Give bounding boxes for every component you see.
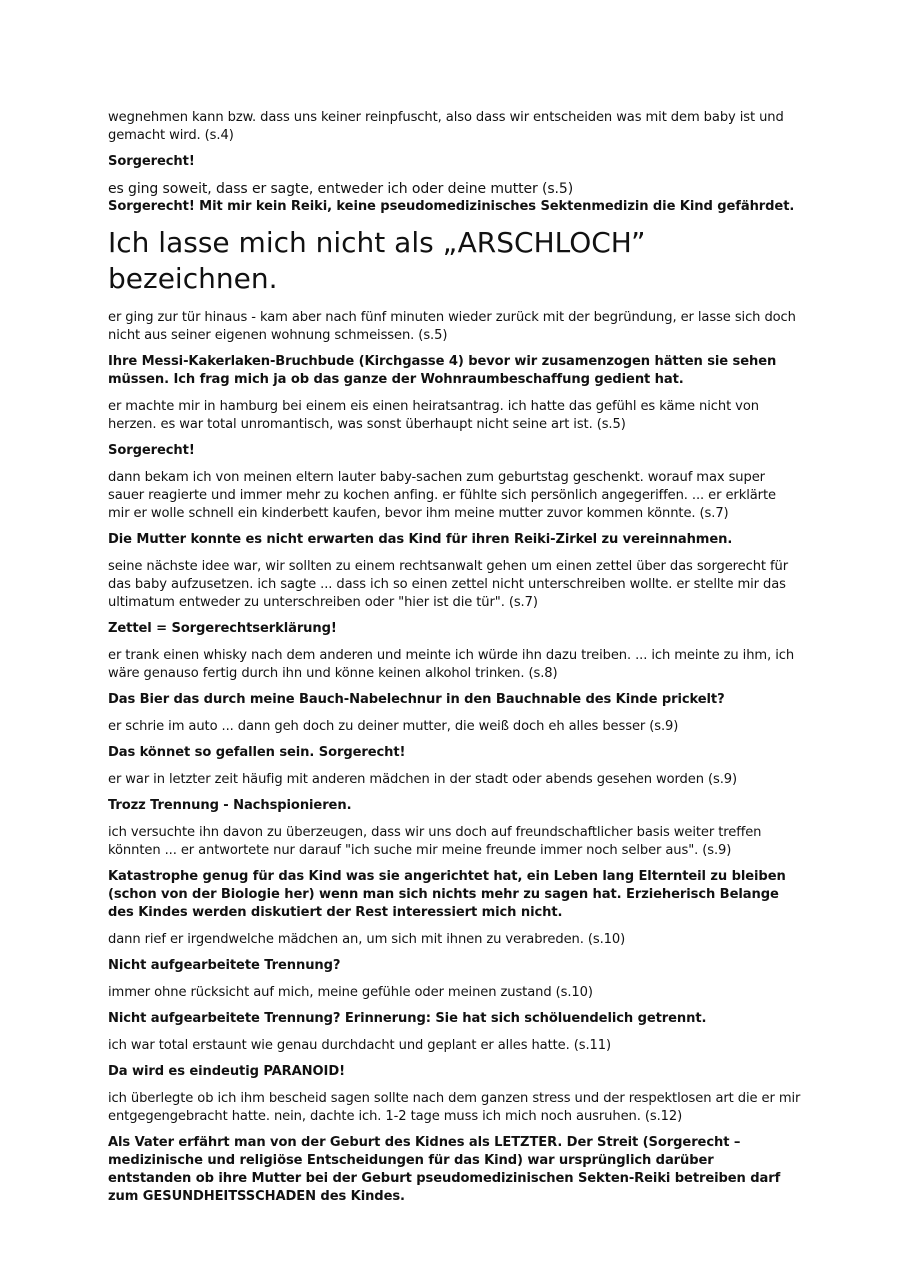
paragraph: ich versuchte ihn davon zu überzeugen, dass wir uns doch auf freundschaftlicher basis weiter treffen könnten ... er antwortete nur darauf "ich suche mir meine freunde immer noch selber aus". (s.9): [108, 825, 762, 858]
paragraph: ich war total erstaunt wie genau durchdacht und geplant er alles hatte. (s.11): [108, 1038, 612, 1053]
paragraph: immer ohne rücksicht auf mich, meine gefühle oder meinen zustand (s.10): [108, 985, 593, 1000]
paragraph: dann rief er irgendwelche mädchen an, um sich mit ihnen zu verabreden. (s.10): [108, 932, 626, 947]
comment-heading: Da wird es eindeutig PARANOID!: [108, 1064, 345, 1079]
paragraph: es ging soweit, dass er sagte, entweder ich oder deine mutter (s.5): [108, 181, 574, 197]
paragraph: er trank einen whisky nach dem anderen und meinte ich würde ihn dazu treiben. ... ich meinte zu ihm, ich wäre genauso fertig durch ihn und könne keinen alkohol trinken. (s.8): [108, 648, 795, 681]
comment-heading: Sorgerecht!: [108, 443, 195, 458]
paragraph: dann bekam ich von meinen eltern lauter baby-sachen zum geburtstag geschenkt. worauf max super sauer reagierte und immer mehr zu kochen anfing. er fühlte sich persönlich angegeriffen. ... er erklärte mir er wolle schnell ein kinderbett kaufen, bevor ihm meine mutter zuvor kommen könnte. (s.7): [108, 470, 776, 521]
comment-heading: Als Vater erfährt man von der Geburt des Kidnes als LETZTER. Der Streit (Sorgerecht – medizinische und religiöse Entscheidungen für das Kind) war ursprünglich darüber entstanden ob ihre Mutter bei der Geburt pseudomedizinischen Sekten-Reiki betreiben darf zum GESUNDHEITSSCHADEN des Kindes.: [108, 1135, 781, 1204]
comment-heading: Das könnet so gefallen sein. Sorgerecht!: [108, 745, 406, 760]
paragraph: seine nächste idee war, wir sollten zu einem rechtsanwalt gehen um einen zettel über das sorgerecht für das baby aufzusetzen. ich sagte ... dass ich so einen zettel nicht unterschreiben wollte. er stellte mir das ultimatum entweder zu unterschreiben oder "hier ist die tür". (s.7): [108, 559, 789, 610]
comment-heading: Katastrophe genug für das Kind was sie angerichtet hat, ein Leben lang Elternteil zu bleiben (schon von der Biologie her) wenn man sich nichts mehr zu sagen hat. Erzieherisch Belange des Kindes werden diskutiert der Rest interessiert mich nicht.: [108, 869, 786, 920]
comment-heading: Zettel = Sorgerechtserklärung!: [108, 621, 337, 636]
headline: Ich lasse mich nicht als „ARSCHLOCH” bezeichnen.: [108, 226, 646, 295]
comment-heading: Die Mutter konnte es nicht erwarten das Kind für ihren Reiki-Zirkel zu vereinnahmen.: [108, 532, 733, 547]
comment-heading: Sorgerecht! Mit mir kein Reiki, keine pseudomedizinisches Sektenmedizin die Kind gefährdet.: [108, 199, 795, 214]
paragraph: er schrie im auto ... dann geh doch zu deiner mutter, die weiß doch eh alles besser (s.9): [108, 719, 679, 734]
paragraph: wegnehmen kann bzw. dass uns keiner reinpfuscht, also dass wir entscheiden was mit dem baby ist und gemacht wird. (s.4): [108, 110, 784, 143]
paragraph: er war in letzter zeit häufig mit anderen mädchen in der stadt oder abends gesehen worden (s.9): [108, 772, 738, 787]
comment-heading: Sorgerecht!: [108, 154, 195, 169]
comment-heading: Nicht aufgearbeitete Trennung? Erinnerung: Sie hat sich schöluendelich getrennt.: [108, 1011, 707, 1026]
paragraph: er ging zur tür hinaus - kam aber nach fünf minuten wieder zurück mit der begründung, er lasse sich doch nicht aus seiner eigenen wohnung schmeissen. (s.5): [108, 310, 796, 343]
paragraph: ich überlegte ob ich ihm bescheid sagen sollte nach dem ganzen stress und der respektlosen art die er mir entgegengebracht hatte. nein, dachte ich. 1-2 tage muss ich mich noch ausruhen. (s.12): [108, 1091, 801, 1124]
comment-heading: Das Bier das durch meine Bauch-Nabelechnur in den Bauchnable des Kinde prickelt?: [108, 692, 725, 707]
paragraph: er machte mir in hamburg bei einem eis einen heiratsantrag. ich hatte das gefühl es käme nicht von herzen. es war total unromantisch, was sonst überhaupt nicht seine art ist. (s.5): [108, 399, 759, 432]
comment-heading: Nicht aufgearbeitete Trennung?: [108, 958, 341, 973]
comment-heading: Trozz Trennung - Nachspionieren.: [108, 798, 352, 813]
comment-heading: Ihre Messi-Kakerlaken-Bruchbude (Kirchgasse 4) bevor wir zusamenzogen hätten sie sehen müssen. Ich frag mich ja ob das ganze der Wohnraumbeschaffung gedient hat.: [108, 354, 777, 387]
